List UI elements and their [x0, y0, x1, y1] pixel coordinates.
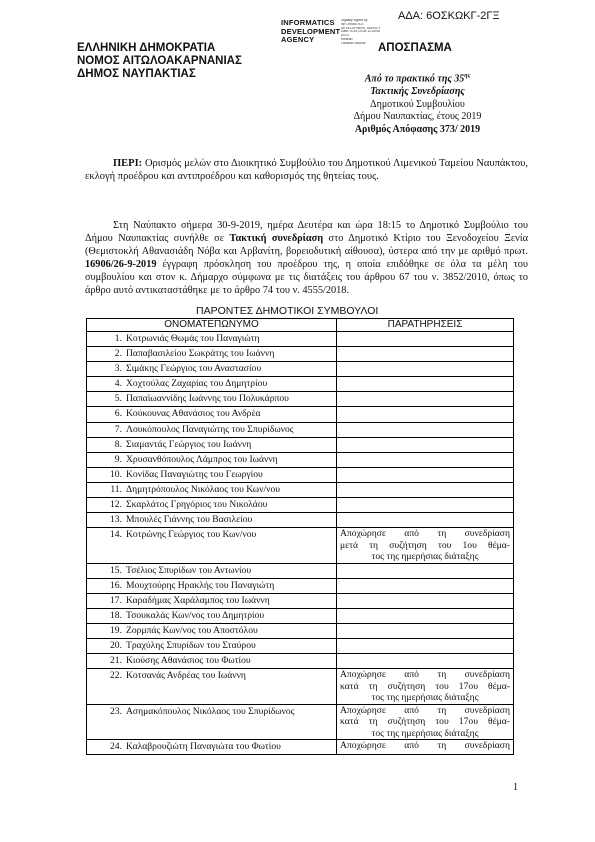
- councillor-cell: [87, 669, 337, 705]
- attendance-table: [86, 318, 514, 755]
- councillor-cell: [87, 740, 337, 755]
- councillor-cell: [87, 513, 337, 528]
- row-number: 11.: [110, 483, 122, 495]
- intro-paragraph: [85, 220, 528, 297]
- column-header-name: ΟΝΟΜΑΤΕΠΩΝΥΜΟ: [87, 319, 337, 332]
- remarks-cell: [337, 528, 514, 564]
- row-number: 24.: [110, 741, 122, 753]
- remark-line: Αποχώρησε από τη συνεδρίαση: [340, 740, 510, 752]
- table-row: [87, 422, 514, 437]
- remark-line: κατά τη συζήτηση του 17ου θέμα-: [340, 680, 510, 692]
- table-row: [87, 347, 514, 362]
- remarks-cell: [337, 407, 514, 422]
- councillor-name: Δημητρόπουλος Νικόλαος του Κων/νου: [126, 483, 281, 495]
- row-number: 17.: [110, 594, 122, 606]
- councillor-name: Σιμάκης Γεώργιος του Αναστασίου: [126, 363, 262, 375]
- table-row: [87, 392, 514, 407]
- row-number: 2.: [114, 348, 122, 360]
- table-row: [87, 452, 514, 467]
- remarks-cell: [337, 624, 514, 639]
- intro-text: στο Δημοτικό Κτίριο του Ξενοδοχείου Ξενία (Θεμιστοκλή Αθανασιάδη Νόβα και Αρβανίτη, βορειοδυτική αίθουσα), ύστερα από την με αριθμό πρωτ.: [85, 232, 528, 257]
- header-line: ΝΟΜΟΣ ΑΙΤΩΛΟΑΚΑΡΝΑΝΙΑΣ: [77, 55, 242, 67]
- remark-line: Αποχώρησε από τη συνεδρίαση: [340, 669, 510, 681]
- remarks-cell: [337, 609, 514, 624]
- remarks-cell: [337, 669, 514, 705]
- row-number: 5.: [114, 393, 122, 405]
- councillor-cell: [87, 437, 337, 452]
- row-number: 9.: [114, 453, 122, 465]
- remarks-cell: [337, 482, 514, 497]
- minutes-line: Δημοτικού Συμβουλίου: [370, 98, 465, 110]
- stamp-words: [281, 19, 340, 45]
- intro-bold: 16906/26-9-2019: [85, 258, 157, 270]
- table-row: [87, 654, 514, 669]
- councillor-cell: [87, 347, 337, 362]
- remarks-cell: [337, 593, 514, 608]
- subject-paragraph: [85, 157, 528, 183]
- row-number: 4.: [114, 378, 122, 390]
- row-number: 8.: [114, 438, 122, 450]
- table-row: [87, 332, 514, 347]
- councillor-name: Κονίδας Παναγιώτης του Γεωργίου: [126, 468, 263, 480]
- councillor-name: Μουχτούρης Ηρακλής του Παναγιώτη: [126, 579, 275, 591]
- table-row: [87, 362, 514, 377]
- remarks-cell: [337, 392, 514, 407]
- table-row: [87, 563, 514, 578]
- councillor-name: Κούκουνας Αθανάσιος του Ανδρέα: [126, 408, 261, 420]
- minutes-line: Από το πρακτικό της 35: [364, 73, 465, 85]
- minutes-line: Τακτικής Συνεδρίασης: [370, 85, 465, 97]
- table-title: ΠΑΡΟΝΤΕΣ ΔΗΜΟΤΙΚΟΙ ΣΥΜΒΟΥΛΟΙ: [196, 305, 379, 317]
- row-number: 1.: [114, 333, 122, 344]
- remark-line: μετά τη συζήτηση του 1ου θέμα-: [340, 539, 510, 551]
- table-row: [87, 624, 514, 639]
- row-number: 12.: [110, 499, 122, 511]
- stamp-word: AGENCY: [281, 35, 315, 45]
- minutes-session: [330, 70, 505, 86]
- row-number: 21.: [110, 655, 122, 667]
- councillor-cell: [87, 452, 337, 467]
- table-row: [87, 639, 514, 654]
- minutes-superscript: ης: [464, 73, 471, 79]
- remarks-cell: [337, 362, 514, 377]
- councillor-name: Τσουκαλάς Κων/νος του Δημητρίου: [126, 610, 265, 621]
- councillor-cell: [87, 654, 337, 669]
- remark-line: Αποχώρησε από τη συνεδρίαση: [340, 528, 510, 540]
- stamp-word: INFORMATICS: [281, 18, 335, 27]
- remarks-cell: [337, 513, 514, 528]
- stamp-fine-line: INFORMATICS: [341, 22, 364, 26]
- table-row: [87, 498, 514, 513]
- councillor-cell: [87, 467, 337, 482]
- remarks-cell: [337, 452, 514, 467]
- remarks-cell: [337, 498, 514, 513]
- row-number: 20.: [110, 640, 122, 652]
- councillor-name: Κοτρώνης Γεώργιος του Κων/νου: [126, 529, 257, 541]
- remark-line: τος της ημερήσιας διάταξης: [371, 727, 479, 739]
- stamp-fine-line: EEST: [341, 34, 350, 38]
- councillor-cell: [87, 392, 337, 407]
- councillor-cell: [87, 332, 337, 347]
- stamp-fine-line: Digitally signed by: [341, 19, 368, 22]
- table-row: [87, 513, 514, 528]
- remarks-cell: [337, 639, 514, 654]
- remarks-cell: [337, 704, 514, 740]
- header-line: ΕΛΛΗΝΙΚΗ ΔΗΜΟΚΡΑΤΙΑ: [77, 42, 216, 54]
- table-row: [87, 609, 514, 624]
- header-line: ΔΗΜΟΣ ΝΑΥΠΑΚΤΙΑΣ: [77, 68, 196, 80]
- remarks-cell: [337, 437, 514, 452]
- row-number: 10.: [110, 468, 122, 480]
- councillor-name: Παπαϊωαννίδης Ιωάννης του Πολυκάρπου: [126, 393, 289, 405]
- councillor-cell: [87, 498, 337, 513]
- row-number: 22.: [110, 670, 122, 682]
- remark-line: τος της ημερήσιας διάταξης: [371, 551, 479, 563]
- attendance-rows: [87, 332, 514, 755]
- remark-line: Αποχώρησε από τη συνεδρίαση: [340, 704, 510, 716]
- remarks-cell: [337, 654, 514, 669]
- councillor-name: Σκαρλάτος Γρηγόριος του Νικολάου: [126, 499, 268, 511]
- councillor-name: Καραδήμας Χαράλαμπος του Ιωάννη: [126, 594, 270, 606]
- councillor-name: Σιαμαντάς Γεώργιος του Ιωάννη: [126, 438, 252, 450]
- remark-line: τος της ημερήσιας διάταξης: [371, 692, 479, 704]
- decision-number: Αριθμός Απόφασης 373/ 2019: [354, 123, 481, 135]
- councillor-name: Παπαβασιλείου Σωκράτης του Ιωάννη: [126, 348, 275, 360]
- councillor-cell: [87, 578, 337, 593]
- councillor-cell: [87, 377, 337, 392]
- table-row: [87, 377, 514, 392]
- intro-bold: Τακτική συνεδρίαση: [229, 232, 324, 244]
- councillor-name: Μπουλές Γιάννης του Βασιλείου: [126, 514, 253, 526]
- councillor-name: Κιούσης Αθανάσιος του Φωτίου: [126, 655, 251, 667]
- table-row: [87, 593, 514, 608]
- remarks-cell: [337, 377, 514, 392]
- councillor-cell: [87, 407, 337, 422]
- row-number: 3.: [114, 363, 122, 375]
- table-row: [87, 482, 514, 497]
- row-number: 7.: [114, 423, 122, 435]
- row-number: 15.: [110, 564, 122, 576]
- stamp-fine-line: Reason:: [341, 37, 354, 41]
- councillor-cell: [87, 528, 337, 564]
- councillor-name: Κοτρωνιάς Θωμάς του Παναγιώτη: [126, 333, 260, 344]
- ada-code: ΑΔΑ: 6ΟΣΚΩΚΓ-2ΓΞ: [398, 10, 500, 22]
- councillor-cell: [87, 624, 337, 639]
- remarks-cell: [337, 422, 514, 437]
- councillor-cell: [87, 593, 337, 608]
- councillor-name: Καλαβρουζιώτη Παναγιώτα του Φωτίου: [126, 741, 281, 753]
- councillor-name: Χρυσανθόπουλος Λάμπρος του Ιωάννη: [126, 453, 278, 465]
- document-type-label: ΑΠΟΣΠΑΣΜΑ: [378, 42, 452, 54]
- remarks-cell: [337, 332, 514, 347]
- column-header-remarks: ΠΑΡΑΤΗΡΗΣΕΙΣ: [337, 319, 514, 332]
- intro-text: Στη Ναύπακτο σήμερα 30-9-2019, ημέρα Δευτέρα και ώρα 18:15 το Δημοτικό Συμβούλιο του Δήμου Ναυπακτίας συνήλθε σε: [85, 220, 528, 244]
- row-number: 23.: [110, 705, 122, 717]
- row-number: 13.: [110, 514, 122, 526]
- intro-text: έγγραφη πρόσκληση του προέδρου της, η οποία επιδόθηκε σε όλα τα μέλη του συμβουλίου και στον κ. Δήμαρχο σύμφωνα με τις διατάξεις του άρθρου 67 του ν. 3852/2010, όπως το άρθρο αυτό αντικαταστάθηκε με το άρθρο 74 του ν. 4555/2018.: [85, 258, 528, 296]
- minutes-reference: [330, 70, 505, 136]
- table-row: [87, 578, 514, 593]
- stamp-fine-line: Location: Athens: [341, 41, 366, 45]
- row-number: 18.: [110, 610, 122, 621]
- councillor-cell: [87, 362, 337, 377]
- stamp-fine-line: Date: 2019.10.08 12:26:06: [341, 30, 381, 34]
- page-number: 1: [513, 782, 518, 793]
- remarks-cell: [337, 740, 514, 755]
- councillor-cell: [87, 563, 337, 578]
- table-row: [87, 528, 514, 564]
- councillor-cell: [87, 422, 337, 437]
- table-row: [87, 669, 514, 705]
- table-row: [87, 704, 514, 740]
- subject-label: ΠΕΡΙ:: [113, 158, 143, 169]
- councillor-cell: [87, 482, 337, 497]
- remarks-cell: [337, 563, 514, 578]
- table-row: [87, 437, 514, 452]
- remarks-cell: [337, 578, 514, 593]
- row-number: 19.: [110, 625, 122, 637]
- row-number: 14.: [110, 529, 122, 541]
- councillor-name: Τσέλιος Σπυρίδων του Αντωνίου: [126, 564, 252, 576]
- councillor-cell: [87, 639, 337, 654]
- councillor-name: Κοτσανάς Ανδρέας του Ιωάννη: [126, 670, 246, 682]
- councillor-cell: [87, 704, 337, 740]
- councillor-name: Ζορμπάς Κων/νος του Αποστόλου: [126, 625, 258, 637]
- remarks-cell: [337, 467, 514, 482]
- digital-signature-stamp: [281, 18, 381, 45]
- councillor-name: Χοχτούλας Ζαχαρίας του Δημητρίου: [126, 378, 268, 390]
- subject-text: Ορισμός μελών στο Διοικητικό Συμβούλιο του Δημοτικού Λιμενικού Ταμείου Ναυπάκτου, εκλογή προέδρου και αντιπροέδρου και καθορισμός της θητείας τους.: [85, 158, 528, 182]
- remarks-cell: [337, 347, 514, 362]
- row-number: 16.: [110, 579, 122, 591]
- table-row: [87, 467, 514, 482]
- stamp-word: DEVELOPMENT: [281, 26, 341, 36]
- stamp-fine-print: [341, 19, 381, 46]
- row-number: 6.: [114, 408, 122, 420]
- table-row: [87, 407, 514, 422]
- issuer-header: [77, 42, 242, 81]
- table-row: [87, 740, 514, 755]
- minutes-line: Δήμου Ναυπακτίας, έτους 2019: [353, 111, 482, 123]
- councillor-name: Λουκόπουλος Παναγιώτης του Σπυρίδωνος: [126, 423, 294, 435]
- councillor-cell: [87, 609, 337, 624]
- councillor-name: Ασημακόπουλος Νικόλαος του Σπυρίδωνος: [126, 705, 295, 717]
- remark-line: κατά τη συζήτηση του 17ου θέμα-: [340, 716, 510, 728]
- councillor-name: Τραχύλης Σπυρίδων του Σταύρου: [126, 640, 256, 652]
- stamp-fine-line: DEVELOPMENT AGENCY: [341, 26, 381, 30]
